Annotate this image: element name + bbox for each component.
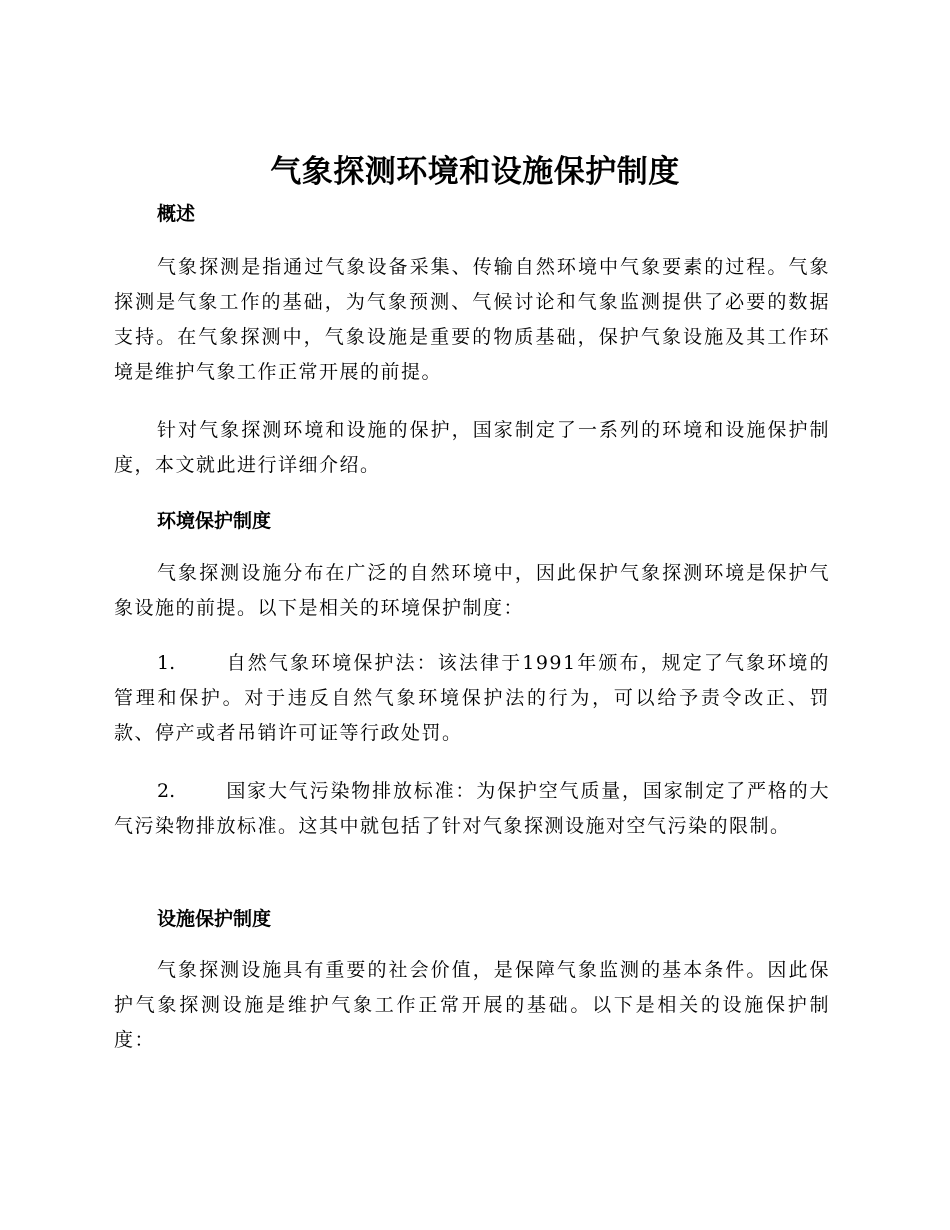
section-heading-environment: 环境保护制度 [157,510,272,532]
facilities-intro-paragraph: 气象探测设施具有重要的社会价值，是保障气象监测的基本条件。因此保护气象探测设施是维护气象工作正常开展的基础。以下是相关的设施保护制度： [114,959,830,1051]
section-heading-overview: 概述 [157,203,196,225]
list-item [114,646,830,751]
list-item-text: 自然气象环境保护法：该法律于1991年颁布，规定了气象环境的管理和保护。对于违反自然气象环境保护法的行为，可以给予责令改正、罚款、停产或者吊销许可证等行政处罚。 [114,652,830,744]
overview-paragraph-2: 针对气象探测环境和设施的保护，国家制定了一系列的环境和设施保护制度，本文就此进行详细介绍。 [114,419,830,476]
list-item-number: 2. [157,780,176,802]
list-item [114,774,830,844]
overview-paragraph-1: 气象探测是指通过气象设备采集、传输自然环境中气象要素的过程。气象探测是气象工作的基础，为气象预测、气候讨论和气象监测提供了必要的数据支持。在气象探测中，气象设施是重要的物质基础，保护气象设施及其工作环境是维护气象工作正常开展的前提。 [114,256,830,383]
environment-intro-paragraph: 气象探测设施分布在广泛的自然环境中，因此保护气象探测环境是保护气象设施的前提。以下是相关的环境保护制度： [114,562,830,619]
document-title: 气象探测环境和设施保护制度 [270,154,680,190]
list-item-number: 1. [157,652,176,674]
list-item-text: 国家大气污染物排放标准：为保护空气质量，国家制定了严格的大气污染物排放标准。这其中就包括了针对气象探测设施对空气污染的限制。 [114,780,830,837]
section-heading-facilities: 设施保护制度 [157,908,272,930]
